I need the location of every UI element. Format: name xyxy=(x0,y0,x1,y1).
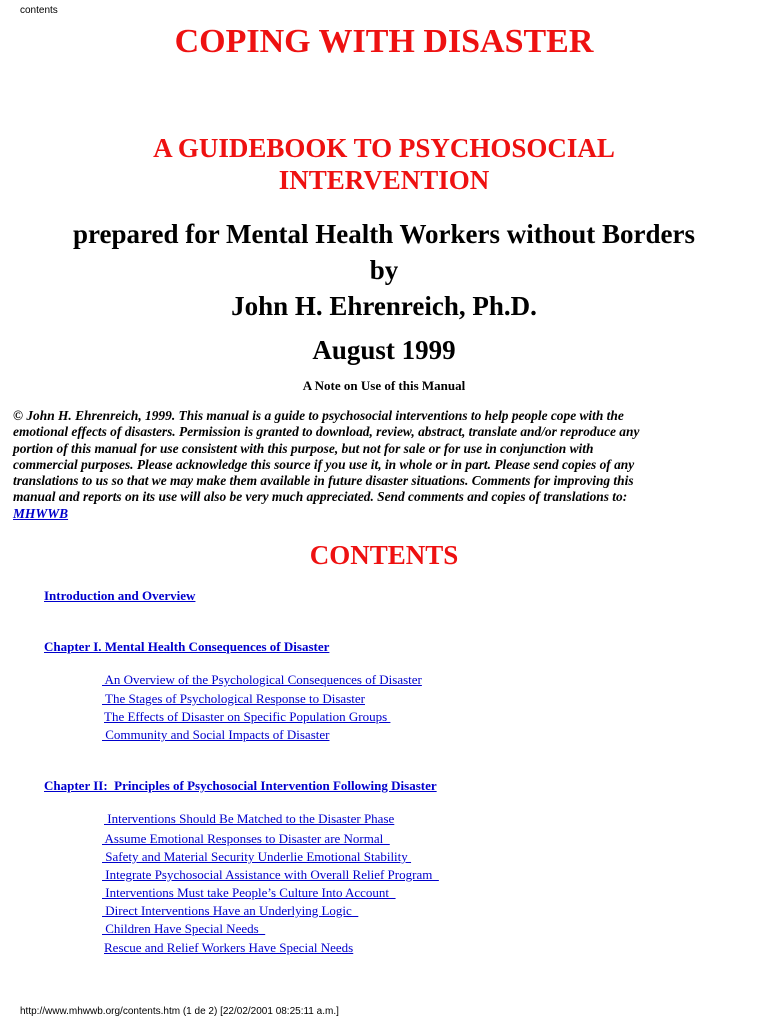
notice-line-4: commercial purposes. Please acknowledge this source if you use it, in whole or in part. Please send copies of any xyxy=(13,456,635,472)
notice-line-1: © John H. Ehrenreich, 1999. This manual is a guide to psychosocial interventions to help people cope with the xyxy=(13,408,624,423)
toc-link-ch2-children[interactable]: Children Have Special Needs xyxy=(102,921,266,936)
copyright-notice xyxy=(13,408,755,522)
toc-link-chapter-2[interactable]: Chapter II: Principles of Psychosocial Intervention Following Disaster xyxy=(44,778,437,793)
note-heading: A Note on Use of this Manual xyxy=(302,378,466,393)
toc-link-ch1-community[interactable]: Community and Social Impacts of Disaster xyxy=(102,727,330,742)
prepared-for-line: prepared for Mental Health Workers without Borders xyxy=(73,219,695,249)
toc-link-chapter-1[interactable]: Chapter I. Mental Health Consequences of Disaster xyxy=(44,639,330,654)
toc-link-ch2-workers[interactable]: Rescue and Relief Workers Have Special Needs xyxy=(104,940,354,955)
toc-link-ch1-effects[interactable]: The Effects of Disaster on Specific Population Groups xyxy=(104,709,391,724)
toc-link-ch1-stages[interactable]: The Stages of Psychological Response to Disaster xyxy=(102,691,365,706)
author-line: John H. Ehrenreich, Ph.D. xyxy=(231,291,537,321)
prepared-for-block xyxy=(0,216,768,324)
toc-link-ch1-overview[interactable]: An Overview of the Psychological Consequences of Disaster xyxy=(102,672,422,687)
publication-date: August 1999 xyxy=(312,335,456,365)
toc-link-ch2-safety[interactable]: Safety and Material Security Underlie Emotional Stability xyxy=(102,849,412,864)
toc-link-ch2-matched[interactable]: Interventions Should Be Matched to the Disaster Phase xyxy=(104,811,395,826)
notice-line-5: translations to us so that we may make them available in future disaster situations. Comments for improving this xyxy=(13,473,634,489)
toc-link-introduction[interactable]: Introduction and Overview xyxy=(44,588,196,603)
toc-link-ch2-normal[interactable]: Assume Emotional Responses to Disaster are Normal xyxy=(102,831,390,846)
by-line: by xyxy=(369,255,399,285)
subtitle-line-1: A GUIDEBOOK TO PSYCHOSOCIAL xyxy=(153,133,615,163)
notice-line-2: emotional effects of disasters. Permission is granted to download, review, abstract, translate and/or reproduce any xyxy=(13,424,640,440)
browser-page-header: contents xyxy=(20,5,58,16)
mhwwb-link[interactable]: MHWWB xyxy=(13,505,69,521)
toc-link-ch2-culture[interactable]: Interventions Must take People’s Culture Into Account xyxy=(102,885,396,900)
toc-link-ch2-integrate[interactable]: Integrate Psychosocial Assistance with Overall Relief Program xyxy=(102,867,439,882)
toc-link-ch2-logic[interactable]: Direct Interventions Have an Underlying Logic xyxy=(102,903,359,918)
print-footer-url: http://www.mhwwb.org/contents.htm (1 de 2) [22/02/2001 08:25:11 a.m.] xyxy=(20,1006,339,1017)
document-subtitle xyxy=(0,132,768,196)
notice-line-6: manual and reports on its use will also be very much appreciated. Send comments and copies of translations to: xyxy=(13,489,628,505)
subtitle-line-2: INTERVENTION xyxy=(278,165,490,195)
notice-line-3: portion of this manual for use consistent with this purpose, but not for sale or for use in conjunction with xyxy=(13,440,594,456)
document-title: COPING WITH DISASTER xyxy=(174,23,594,60)
contents-heading: CONTENTS xyxy=(309,540,459,570)
